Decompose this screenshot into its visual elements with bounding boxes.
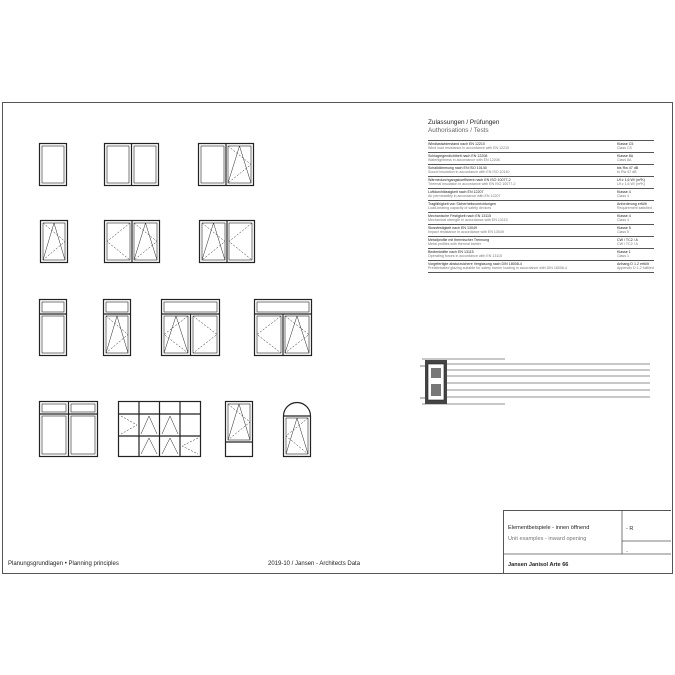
- value-de-text: Klasse 1: [617, 249, 631, 254]
- authorisation-row: [428, 141, 654, 153]
- authorisation-value: [615, 260, 654, 272]
- value-de-text: Klasse 5: [617, 225, 631, 230]
- authorisation-row: [428, 188, 654, 200]
- value-en-text: Class 5: [617, 230, 629, 235]
- authorisation-value: [615, 176, 654, 188]
- authorisation-property: [428, 141, 615, 153]
- value-en-text: Requirement satisfied: [617, 206, 652, 211]
- value-de-text: Klasse 8A: [617, 153, 634, 158]
- en-text: Watertightness in accordance with EN 12208: [428, 158, 500, 163]
- authorisation-property: [428, 176, 615, 188]
- authorisation-property: [428, 260, 615, 272]
- window-fixed-and-tilt-turn: [199, 144, 254, 186]
- footer-left: Planungsgrundlagen • Planning principles: [8, 561, 119, 567]
- authorisation-value: [615, 152, 654, 164]
- value-en-text: Class C5: [617, 146, 632, 151]
- authorisation-row: [428, 200, 654, 212]
- title-block-product: Jansen Janisol Arte 66: [508, 562, 569, 568]
- authorisation-row: [428, 224, 654, 236]
- value-en-text: to Rw 47 dB: [617, 170, 637, 175]
- window-tilt-turn-single: [41, 221, 68, 263]
- authorisation-row: [428, 164, 654, 176]
- value-de-text: CW / TC2 / A: [617, 237, 638, 242]
- window-tilt-turn-with-transom: [104, 300, 131, 356]
- value-en-text: Class 4: [617, 218, 629, 223]
- value-de-text: Klasse 4: [617, 189, 631, 194]
- value-en-text: Class 4: [617, 194, 629, 199]
- value-de-text: Uf ≥ 1,6 W/ (m²K): [617, 177, 645, 182]
- window-fixed-single: [40, 144, 67, 186]
- authorisation-row: [428, 212, 654, 224]
- value-en-text: Class 8A: [617, 158, 632, 163]
- en-text: Metal profiles with thermal barrier: [428, 241, 482, 246]
- authorisation-value: [615, 236, 654, 248]
- authorisation-value: [615, 248, 654, 260]
- value-de-text: Klasse C5: [617, 142, 634, 146]
- value-de-text: bis Rw 47 dB: [617, 165, 639, 170]
- value-de-text: Anhang D 1.2 erfüllt: [617, 261, 649, 266]
- authorisations-title: Zulassungen / Prüfungen: [428, 119, 500, 126]
- authorisation-property: [428, 212, 615, 224]
- value-en-text: Uf ≥ 1,6 W/ (m²K): [617, 182, 645, 187]
- value-de-text: Klasse 4: [617, 213, 631, 218]
- authorisation-property: [428, 236, 615, 248]
- en-text: Load-bearing capacity of safety devices: [428, 206, 492, 211]
- de-text: Stossfestigkeit nach EN 13049: [428, 225, 477, 230]
- value-en-text: Appendix D 1.2 fulfilled: [617, 265, 654, 270]
- profile-section-detail: [420, 359, 650, 404]
- authorisation-value: [615, 188, 654, 200]
- authorisation-row: [428, 260, 654, 272]
- window-fixed-double: [105, 144, 159, 186]
- de-text: Wärmedurchgangskoeffizient nach EN ISO 10077-2: [428, 177, 511, 182]
- de-text: Luftdurchlässigkeit nach EN 12207: [428, 189, 484, 194]
- de-text: Mechanische Festigkeit nach EN 13115: [428, 213, 492, 218]
- en-text: Mechanical strength in accordance with EN 13115: [428, 218, 508, 223]
- authorisation-row: [428, 152, 654, 164]
- window-tilt-turn-with-sill: [226, 402, 253, 457]
- title-block-revision: -: [626, 549, 628, 555]
- en-text: Sound insulation in accordance with EN ISO 10140: [428, 170, 510, 175]
- authorisation-row: [428, 176, 654, 188]
- window-fixed-large-transom: [40, 402, 98, 457]
- authorisation-row: [428, 248, 654, 260]
- authorisation-property: [428, 188, 615, 200]
- value-en-text: Class 1: [617, 253, 629, 258]
- en-text: Prefabricated glazing suitable for safety barrier loading in accordance with DIN 18008-4: [428, 265, 568, 270]
- title-block-code: - R: [626, 526, 634, 532]
- window-double-casement: [200, 221, 255, 263]
- authorisations-subtitle: Authorisations / Tests: [428, 127, 489, 134]
- de-text: Schlagregendichtheit nach EN 12208: [428, 153, 488, 158]
- de-text: Vorgefertigte absturzsichere Verglasung nach DIN 18008-4: [428, 261, 522, 266]
- en-text: Air permeability in accordance with EN 12207: [428, 194, 501, 199]
- en-text: Thermal insulation in accordance with EN ISO 10077-2: [428, 182, 516, 187]
- authorisation-value: [615, 200, 654, 212]
- title-block-subtitle: Unit examples - inward opening: [508, 536, 587, 542]
- window-grid-multi-pane: [119, 402, 201, 457]
- de-text: Bedienkräfte nach EN 13115: [428, 249, 474, 254]
- authorisation-row: [428, 236, 654, 248]
- window-double-with-transom: [162, 300, 220, 356]
- value-en-text: CW / TC2 / A: [617, 241, 638, 246]
- authorisations-table: [428, 140, 654, 273]
- en-text: Impact resistance in accordance with EN 13049: [428, 230, 504, 235]
- window-arched-tilt-turn: [284, 403, 311, 457]
- en-text: Operating forces in accordance with EN 13115: [428, 253, 503, 258]
- window-tilt-turn-double: [105, 221, 160, 263]
- value-de-text: Anforderung erfüllt: [617, 201, 647, 206]
- authorisation-property: [428, 152, 615, 164]
- authorisation-value: [615, 141, 654, 153]
- de-text: Windlastwiderstand nach EN 12210: [428, 142, 485, 146]
- footer-center: 2019-10 / Jansen - Architects Data: [268, 561, 361, 567]
- authorisation-property: [428, 164, 615, 176]
- de-text: Metallprofile mit thermischer Trennung: [428, 237, 490, 242]
- title-block-title: Elementbeispiele - innen öffnend: [508, 525, 590, 531]
- authorisation-value: [615, 212, 654, 224]
- authorisation-property: [428, 200, 615, 212]
- window-double-with-transom-right: [255, 300, 312, 356]
- authorisation-property: [428, 224, 615, 236]
- authorisation-value: [615, 164, 654, 176]
- en-text: Wind load resistance in accordance with EN 12210: [428, 146, 510, 151]
- authorisation-property: [428, 248, 615, 260]
- de-text: Schalldämmung nach EN ISO 10140: [428, 165, 487, 170]
- authorisation-value: [615, 224, 654, 236]
- window-fixed-with-transom: [40, 300, 67, 356]
- de-text: Tragfähigkeit von Sicherheitsvorrichtungen: [428, 201, 496, 206]
